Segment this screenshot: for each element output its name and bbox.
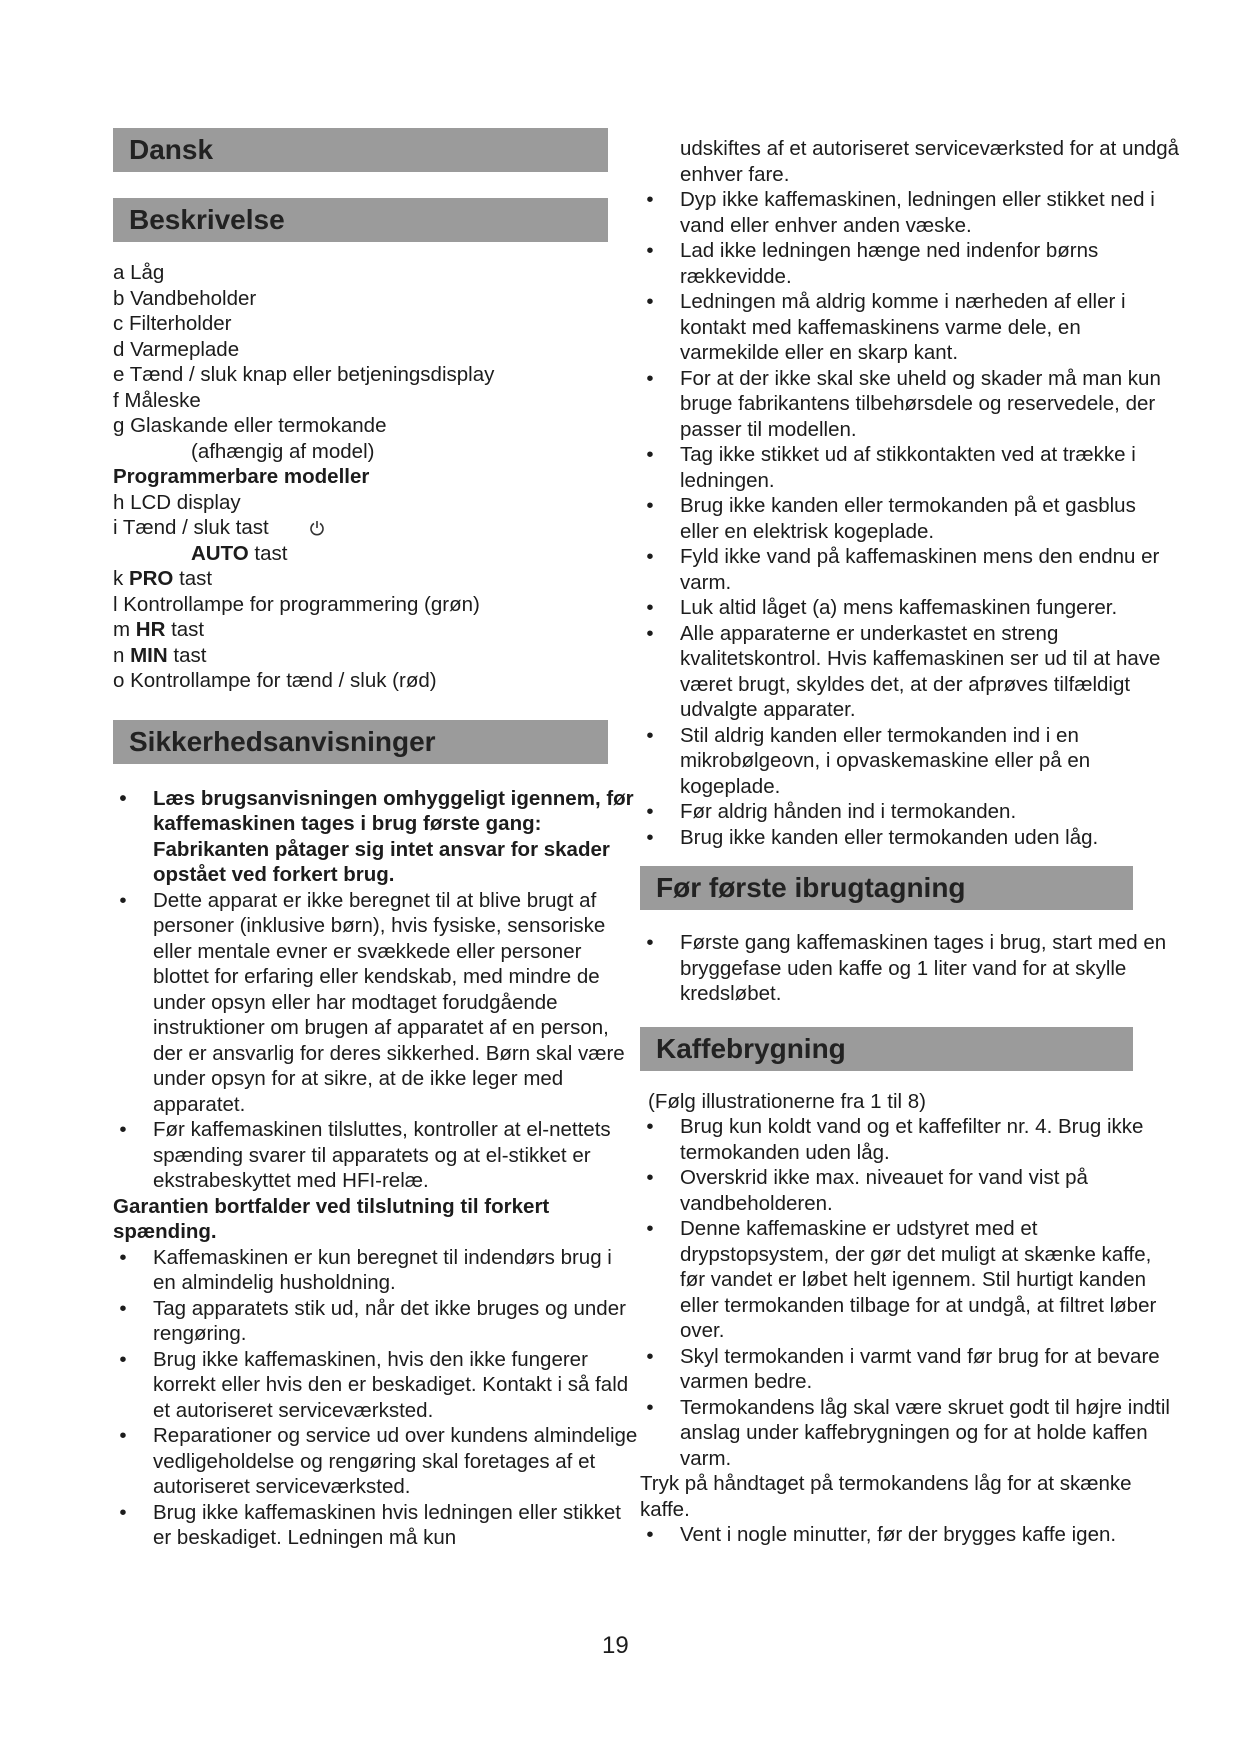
hr-key: HR [135, 618, 166, 641]
warranty-note: Garantien bortfalder ved tilslutning til forkert spænding. [113, 1194, 550, 1243]
brewing-header: Kaffebrygning [640, 1027, 1133, 1071]
power-icon [309, 517, 325, 533]
min-key-tail: tast [167, 643, 207, 667]
brewing-item-5: • Termokandens låg skal være skruet godt til højre indtil anslag under kaffebrygningen og for at holde kaffen varm. [646, 1395, 1170, 1470]
safety-item-14: • Brug ikke kanden eller termokanden på et gasblus eller en elektrisk kogeplade. [646, 494, 1136, 543]
safety-item-3: • Før kaffemaskinen tilsluttes, kontroller at el-nettets spænding svarer til apparatets og at el-stikket er ekstrabeskyttet med HFI-relæ. [119, 1118, 611, 1192]
safety-item-9-text: Dyp ikke kaffemaskinen, ledningen eller stikket ned i vand eller enhver anden væske. [680, 188, 1155, 237]
part-d: d Varmeplade [113, 337, 240, 361]
min-key: MIN [130, 643, 168, 667]
safety-header: Sikkerhedsanvisninger [113, 720, 608, 764]
part-h: h LCD display [113, 490, 241, 514]
safety-item-13: • Tag ikke stikket ud af stikkontakten ved at trække i ledningen. [646, 443, 1136, 492]
safety-item-14-text: Brug ikke kanden eller termokanden på et gasblus eller en elektrisk kogeplade. [680, 494, 1136, 543]
part-f: f Måleske [113, 388, 201, 412]
safety-item-4: • Kaffemaskinen er kun beregnet til indendørs brug i en almindelig husholdning. [119, 1245, 612, 1294]
safety-list-right [640, 136, 1180, 850]
part-l: l Kontrollampe for programmering (grøn) [113, 592, 480, 616]
safety-item-13-text: Tag ikke stikket ud af stikkontakten ved at trække i ledningen. [680, 443, 1136, 492]
brewing-item-4: • Skyl termokanden i varmt vand før brug for at bevare varmen bedre. [646, 1344, 1160, 1393]
safety-item-7-text: Reparationer og service ud over kundens almindelige vedligeholdelse og rengøring skal foretages af et autoriseret serviceværksted. [153, 1424, 638, 1498]
brewing-item-1: • Brug kun koldt vand og et kaffefilter nr. 4. Brug ikke termokanden uden låg. [646, 1115, 1144, 1164]
part-m-letter: m [113, 618, 136, 641]
safety-item-20-text: Brug ikke kanden eller termokanden uden låg. [680, 825, 1099, 849]
safety-item-8-text: Brug ikke kaffemaskinen hvis ledningen eller stikket er beskadiget. Ledningen må kun [153, 1500, 621, 1549]
safety-item-20: • Brug ikke kanden eller termokanden uden låg. [646, 825, 1099, 849]
part-m [113, 617, 638, 643]
safety-item-17: • Alle apparaterne er underkastet en streng kvalitetskontrol. Hvis kaffemaskinen ser ud til at have været brugt, skyldes det, at der afprøves tilfældigt udvalgte apparater. [646, 621, 1161, 721]
safety-item-10: • Lad ikke ledningen hænge ned indenfor børns rækkevidde. [646, 239, 1099, 288]
brewing-item-2: • Overskrid ikke max. niveauet for vand vist på vandbeholderen. [646, 1166, 1088, 1215]
brewing-item-6: • Vent i nogle minutter, før der brygges kaffe igen. [646, 1523, 1117, 1546]
safety-item-1-text: Læs brugsanvisningen omhyggeligt igennem, før kaffemaskinen tages i brug første gang: Fabrikanten påtager sig intet ansvar for skader opstået ved forkert brug. [153, 786, 634, 886]
safety-item-16-text: Luk altid låget (a) mens kaffemaskinen fungerer. [680, 596, 1118, 619]
language-header: Dansk [113, 128, 608, 172]
safety-item-4-text: Kaffemaskinen er kun beregnet til indendørs brug i en almindelig husholdning. [153, 1245, 612, 1294]
part-j [113, 541, 638, 567]
brewing-item-2-text: Overskrid ikke max. niveauet for vand vist på vandbeholderen. [680, 1166, 1088, 1215]
safety-item-2-text: Dette apparat er ikke beregnet til at blive brugt af personer (inklusive børn), hvis fysiske, sensoriske eller mentale evner er svækkede eller personer blottet for erfaring eller kendskab, med mindre de under opsyn eller har modtaget forudgående instruktioner om brugen af apparatet af en person, der er ansvarlig for deres sikkerhed. Børn skal være under opsyn for at sikre, at de ikke leger med apparatet. [153, 888, 625, 1116]
safety-item-11-text: Ledningen må aldrig komme i nærheden af eller i kontakt med kaffemaskinens varme dele, en varmekilde eller en skarp kant. [680, 290, 1126, 364]
part-g-note: (afhængig af model) [191, 439, 375, 463]
safety-item-3-text: Før kaffemaskinen tilsluttes, kontroller at el-nettets spænding svarer til apparatets og at el-stikket er ekstrabeskyttet med HFI-relæ. [153, 1118, 611, 1192]
programmable-title: Programmerbare modeller [113, 465, 370, 488]
safety-item-10-text: Lad ikke ledningen hænge ned indenfor børns rækkevidde. [680, 239, 1099, 288]
page-number: 19 [602, 1632, 629, 1659]
part-b: b Vandbeholder [113, 286, 257, 310]
parts-list [113, 260, 638, 694]
part-n [113, 643, 638, 669]
part-a: a Låg [113, 261, 165, 284]
safety-item-18: • Stil aldrig kanden eller termokanden ind i en mikrobølgeovn, i opvaskemaskine eller på en kogeplade. [646, 723, 1091, 798]
safety-item-12-text: For at der ikke skal ske uheld og skader må man kun bruge fabrikantens tilbehørsdele og reservedele, der passer til modellen. [680, 366, 1161, 441]
part-i [113, 515, 638, 541]
safety-continued: udskiftes af et autoriseret serviceværksted for at undgå enhver fare. [680, 137, 1180, 186]
safety-item-8: • Brug ikke kaffemaskinen hvis ledningen eller stikket er beskadiget. Ledningen må kun [119, 1500, 621, 1549]
safety-item-7: • Reparationer og service ud over kundens almindelige vedligeholdelse og rengøring skal foretages af et autoriseret serviceværksted. [119, 1424, 638, 1498]
safety-list-left [113, 786, 638, 1551]
description-header: Beskrivelse [113, 198, 608, 242]
safety-item-6: • Brug ikke kaffemaskinen, hvis den ikke fungerer korrekt eller hvis den er beskadiget. Kontakt i så fald et autoriseret serviceværksted. [119, 1347, 629, 1422]
part-g: g Glaskande eller termokande [113, 414, 387, 437]
pro-key-tail: tast [173, 567, 213, 590]
brewing-press-note: Tryk på håndtaget på termokandens låg for at skænke kaffe. [640, 1472, 1132, 1521]
auto-key: AUTO [191, 541, 249, 565]
safety-item-16: • Luk altid låget (a) mens kaffemaskinen fungerer. [646, 596, 1118, 619]
auto-key-tail: tast [248, 541, 288, 565]
part-e: e Tænd / sluk knap eller betjeningsdisplay [113, 363, 495, 386]
safety-item-19-text: Før aldrig hånden ind i termokanden. [680, 800, 1017, 823]
part-k [113, 566, 638, 592]
brewing-item-6-text: Vent i nogle minutter, før der brygges kaffe igen. [680, 1523, 1117, 1546]
part-n-letter: n [113, 643, 131, 667]
brewing-item-1-text: Brug kun koldt vand og et kaffefilter nr. 4. Brug ikke termokanden uden låg. [680, 1115, 1144, 1164]
safety-item-19: • Før aldrig hånden ind i termokanden. [646, 800, 1017, 823]
brewing-item-5-text: Termokandens låg skal være skruet godt til højre indtil anslag under kaffebrygningen og for at holde kaffen varm. [680, 1395, 1170, 1470]
left-column [113, 128, 638, 1551]
brewing-intro: (Følg illustrationerne fra 1 til 8) [648, 1089, 926, 1113]
first-use-item-1: • Første gang kaffemaskinen tages i brug, start med en bryggefase uden kaffe og 1 liter vand for at skylle kredsløbet. [646, 931, 1167, 1005]
safety-item-9: • Dyp ikke kaffemaskinen, ledningen eller stikket ned i vand eller enhver anden væske. [646, 188, 1155, 237]
safety-item-5: • Tag apparatets stik ud, når det ikke bruges og under rengøring. [119, 1296, 626, 1345]
brewing-list [640, 1089, 1180, 1548]
brewing-item-4-text: Skyl termokanden i varmt vand før brug for at bevare varmen bedre. [680, 1344, 1160, 1393]
pro-key: PRO [128, 567, 174, 590]
brewing-item-3-text: Denne kaffemaskine er udstyret med et drypstopsystem, der gør det muligt at skænke kaffe, før vandet er løbet helt igennem. Stil hurtigt kanden eller termokanden tilbage for at undgå, at filtret løber over. [680, 1217, 1157, 1342]
part-o: o Kontrollampe for tænd / sluk (rød) [113, 669, 437, 692]
safety-item-15: • Fyld ikke vand på kaffemaskinen mens den endnu er varm. [646, 545, 1160, 594]
safety-item-15-text: Fyld ikke vand på kaffemaskinen mens den endnu er varm. [680, 545, 1160, 594]
brewing-item-3: • Denne kaffemaskine er udstyret med et drypstopsystem, der gør det muligt at skænke kaffe, før vandet er løbet helt igennem. Stil hurtigt kanden eller termokanden tilbage for at undgå, at filtret løber over. [646, 1217, 1157, 1342]
safety-item-11: • Ledningen må aldrig komme i nærheden af eller i kontakt med kaffemaskinens varme dele, en varmekilde eller en skarp kant. [646, 290, 1126, 364]
hr-key-tail: tast [165, 618, 205, 641]
safety-item-2: • Dette apparat er ikke beregnet til at blive brugt af personer (inklusive børn), hvis fysiske, sensoriske eller mentale evner er svækkede eller personer blottet for erfaring eller kendskab, med mindre de under opsyn eller har modtaget forudgående instruktioner om brugen af apparatet af en person, der er ansvarlig for deres sikkerhed. Børn skal være under opsyn for at sikre, at de ikke leger med apparatet. [119, 888, 625, 1116]
first-use-header: Før første ibrugtagning [640, 866, 1133, 910]
part-c: c Filterholder [113, 312, 232, 335]
safety-item-5-text: Tag apparatets stik ud, når det ikke bruges og under rengøring. [153, 1296, 626, 1345]
part-k-letter: k [113, 567, 129, 590]
safety-item-18-text: Stil aldrig kanden eller termokanden ind i en mikrobølgeovn, i opvaskemaskine eller på en kogeplade. [680, 723, 1091, 798]
right-column [640, 136, 1180, 1548]
safety-item-12: • For at der ikke skal ske uheld og skader må man kun bruge fabrikantens tilbehørsdele og reservedele, der passer til modellen. [646, 366, 1161, 441]
safety-item-6-text: Brug ikke kaffemaskinen, hvis den ikke fungerer korrekt eller hvis den er beskadiget. Kontakt i så fald et autoriseret serviceværksted. [153, 1347, 629, 1422]
part-i-label: i Tænd / sluk tast [113, 516, 269, 539]
safety-item-17-text: Alle apparaterne er underkastet en streng kvalitetskontrol. Hvis kaffemaskinen ser ud til at have været brugt, skyldes det, at der afprøves tilfældigt udvalgte apparater. [680, 621, 1161, 721]
first-use-item-1-text: Første gang kaffemaskinen tages i brug, start med en bryggefase uden kaffe og 1 liter vand for at skylle kredsløbet. [680, 931, 1167, 1005]
safety-item-1: • Læs brugsanvisningen omhyggeligt igennem, før kaffemaskinen tages i brug første gang: Fabrikanten påtager sig intet ansvar for skader opstået ved forkert brug. [119, 786, 634, 886]
